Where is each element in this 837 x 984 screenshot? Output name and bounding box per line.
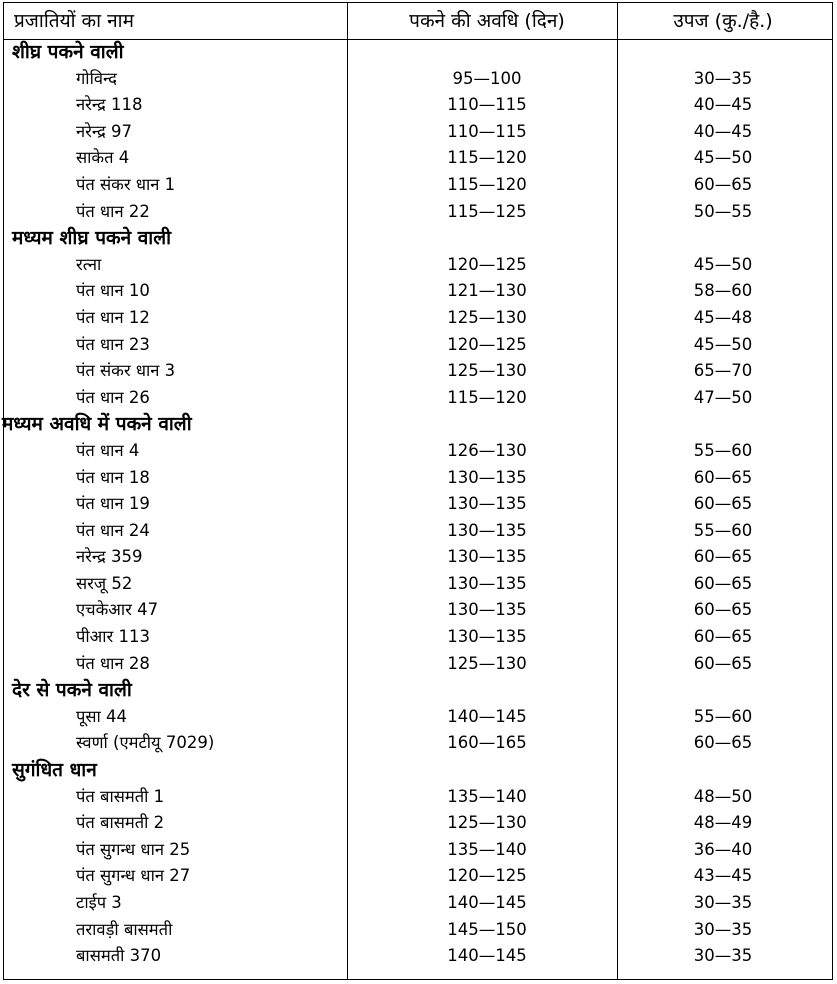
category-row (4, 225, 832, 252)
yield-value: 48—50 (693, 786, 753, 806)
maturity-days: 120—125 (447, 254, 527, 274)
variety-name: पंत बासमती 1 (76, 786, 165, 806)
yield-value: 45—50 (693, 254, 753, 274)
table-body (4, 39, 832, 970)
maturity-days: 125—130 (447, 307, 527, 327)
variety-name: टाईप 3 (76, 893, 122, 912)
maturity-days: 135—140 (447, 839, 527, 859)
category-label: मध्यम शीघ्र पकने वाली (12, 227, 172, 250)
maturity-days: 120—125 (447, 334, 527, 354)
yield-value: 60—65 (693, 653, 753, 673)
table-row (4, 651, 832, 678)
variety-name: नरेन्द्र 359 (76, 547, 143, 567)
yield-value: 50—55 (693, 201, 753, 221)
maturity-days: 130—135 (447, 627, 527, 647)
yield-value: 58—60 (693, 281, 753, 301)
variety-name: पंत सुगन्ध धान 27 (76, 866, 191, 886)
table-row (4, 145, 832, 172)
yield-value: 60—65 (693, 467, 753, 487)
variety-name: स्वर्णा (एमटीयू 7029) (76, 733, 215, 753)
yield-value: 47—50 (693, 387, 753, 407)
maturity-days: 110—115 (447, 95, 527, 115)
yield-value: 60—65 (693, 573, 753, 593)
maturity-days: 125—130 (447, 813, 527, 833)
maturity-days: 120—125 (447, 866, 527, 886)
variety-name: पंत सुगन्ध धान 25 (76, 839, 191, 859)
table-row (4, 438, 832, 465)
yield-value: 30—35 (693, 919, 753, 939)
maturity-days: 126—130 (447, 440, 527, 460)
variety-name: पीआर 113 (76, 627, 150, 647)
maturity-days: 115—120 (447, 174, 527, 194)
yield-value: 60—65 (693, 733, 753, 753)
yield-value: 30—35 (693, 68, 753, 88)
variety-name: गोविन्द (76, 68, 117, 88)
yield-value: 60—65 (693, 494, 753, 514)
variety-name: पूसा 44 (76, 706, 128, 726)
table-row (4, 66, 832, 93)
variety-name: एचकेआर 47 (76, 600, 159, 620)
maturity-days: 95—100 (452, 68, 522, 88)
yield-value: 60—65 (693, 600, 753, 620)
maturity-days: 140—145 (447, 893, 527, 912)
variety-name: पंत धान 18 (76, 467, 150, 487)
variety-name: रत्ना (76, 254, 102, 274)
maturity-days: 130—135 (447, 467, 527, 487)
table-row (4, 92, 832, 119)
variety-name: पंत बासमती 2 (76, 813, 165, 833)
variety-name: पंत धान 10 (76, 281, 150, 301)
table-row (4, 544, 832, 571)
table-row (4, 571, 832, 598)
yield-value: 55—60 (693, 520, 753, 540)
category-row (4, 39, 832, 66)
yield-value: 45—48 (693, 307, 753, 327)
maturity-days: 140—145 (447, 706, 527, 726)
table-row (4, 863, 832, 890)
maturity-days: 130—135 (447, 494, 527, 514)
variety-name: तरावड़ी बासमती (76, 919, 173, 939)
yield-value: 36—40 (693, 839, 753, 859)
yield-value: 30—35 (693, 946, 753, 966)
table-row (4, 784, 832, 811)
table-row (4, 465, 832, 492)
table-row (4, 597, 832, 624)
variety-name: पंत धान 22 (76, 201, 150, 221)
category-label: सुगंधित धान (12, 759, 97, 782)
variety-name: पंत धान 28 (76, 653, 150, 673)
variety-name: बासमती 370 (76, 946, 162, 966)
maturity-days: 110—115 (447, 121, 527, 141)
yield-value: 60—65 (693, 547, 753, 567)
table-row (4, 199, 832, 226)
maturity-days: 145—150 (447, 919, 527, 939)
category-row (4, 757, 832, 784)
maturity-days: 160—165 (447, 733, 527, 753)
header-yield: उपज (कु./है.) (673, 10, 773, 32)
table-row (4, 491, 832, 518)
yield-value: 55—60 (693, 706, 753, 726)
maturity-days: 115—120 (447, 387, 527, 407)
yield-value: 55—60 (693, 440, 753, 460)
table-row (4, 917, 832, 944)
category-label: देर से पकने वाली (12, 679, 132, 702)
maturity-days: 125—130 (447, 361, 527, 381)
category-row (4, 677, 832, 704)
table-row (4, 278, 832, 305)
table-row (4, 810, 832, 837)
table-row (4, 119, 832, 146)
category-row (4, 411, 832, 438)
yield-value: 65—70 (693, 361, 753, 381)
table-row (4, 943, 832, 970)
variety-name: पंत धान 24 (76, 520, 150, 540)
maturity-days: 125—130 (447, 653, 527, 673)
maturity-days: 140—145 (447, 946, 527, 966)
category-label: मध्यम अवधि में पकने वाली (2, 413, 192, 436)
table-row (4, 704, 832, 731)
maturity-days: 130—135 (447, 573, 527, 593)
maturity-days: 115—125 (447, 201, 527, 221)
header-variety-name: प्रजातियों का नाम (14, 10, 134, 32)
table-row (4, 624, 832, 651)
table-row (4, 518, 832, 545)
yield-value: 45—50 (693, 334, 753, 354)
table-row (4, 305, 832, 332)
yield-value: 40—45 (693, 95, 753, 115)
variety-name: साकेत 4 (76, 148, 130, 168)
maturity-days: 135—140 (447, 786, 527, 806)
variety-name: पंत संकर धान 1 (76, 174, 176, 194)
table-row (4, 837, 832, 864)
maturity-days: 115—120 (447, 148, 527, 168)
category-label: शीघ्र पकने वाली (12, 41, 124, 63)
variety-name: पंत धान 23 (76, 334, 150, 354)
yield-value: 45—50 (693, 148, 753, 168)
header-maturity-days: पकने की अवधि (दिन) (409, 10, 565, 32)
maturity-days: 130—135 (447, 547, 527, 567)
variety-name: पंत धान 12 (76, 307, 150, 327)
table-row (4, 332, 832, 359)
table-row (4, 252, 832, 279)
table-row (4, 172, 832, 199)
table-row (4, 730, 832, 757)
yield-value: 30—35 (693, 893, 753, 912)
variety-name: पंत संकर धान 3 (76, 361, 176, 381)
variety-name: पंत धान 19 (76, 494, 150, 514)
yield-value: 43—45 (693, 866, 753, 886)
variety-name: पंत धान 26 (76, 387, 150, 407)
yield-value: 60—65 (693, 627, 753, 647)
table-row (4, 358, 832, 385)
variety-name: पंत धान 4 (76, 440, 140, 460)
variety-name: नरेन्द्र 118 (76, 95, 143, 115)
variety-name: नरेन्द्र 97 (76, 121, 133, 141)
maturity-days: 130—135 (447, 600, 527, 620)
table-row (4, 890, 832, 917)
maturity-days: 130—135 (447, 520, 527, 540)
table-row (4, 385, 832, 412)
variety-name: सरजू 52 (76, 573, 133, 593)
yield-value: 40—45 (693, 121, 753, 141)
maturity-days: 121—130 (447, 281, 527, 301)
yield-value: 60—65 (693, 174, 753, 194)
yield-value: 48—49 (693, 813, 753, 833)
rice-varieties-table (3, 2, 833, 980)
